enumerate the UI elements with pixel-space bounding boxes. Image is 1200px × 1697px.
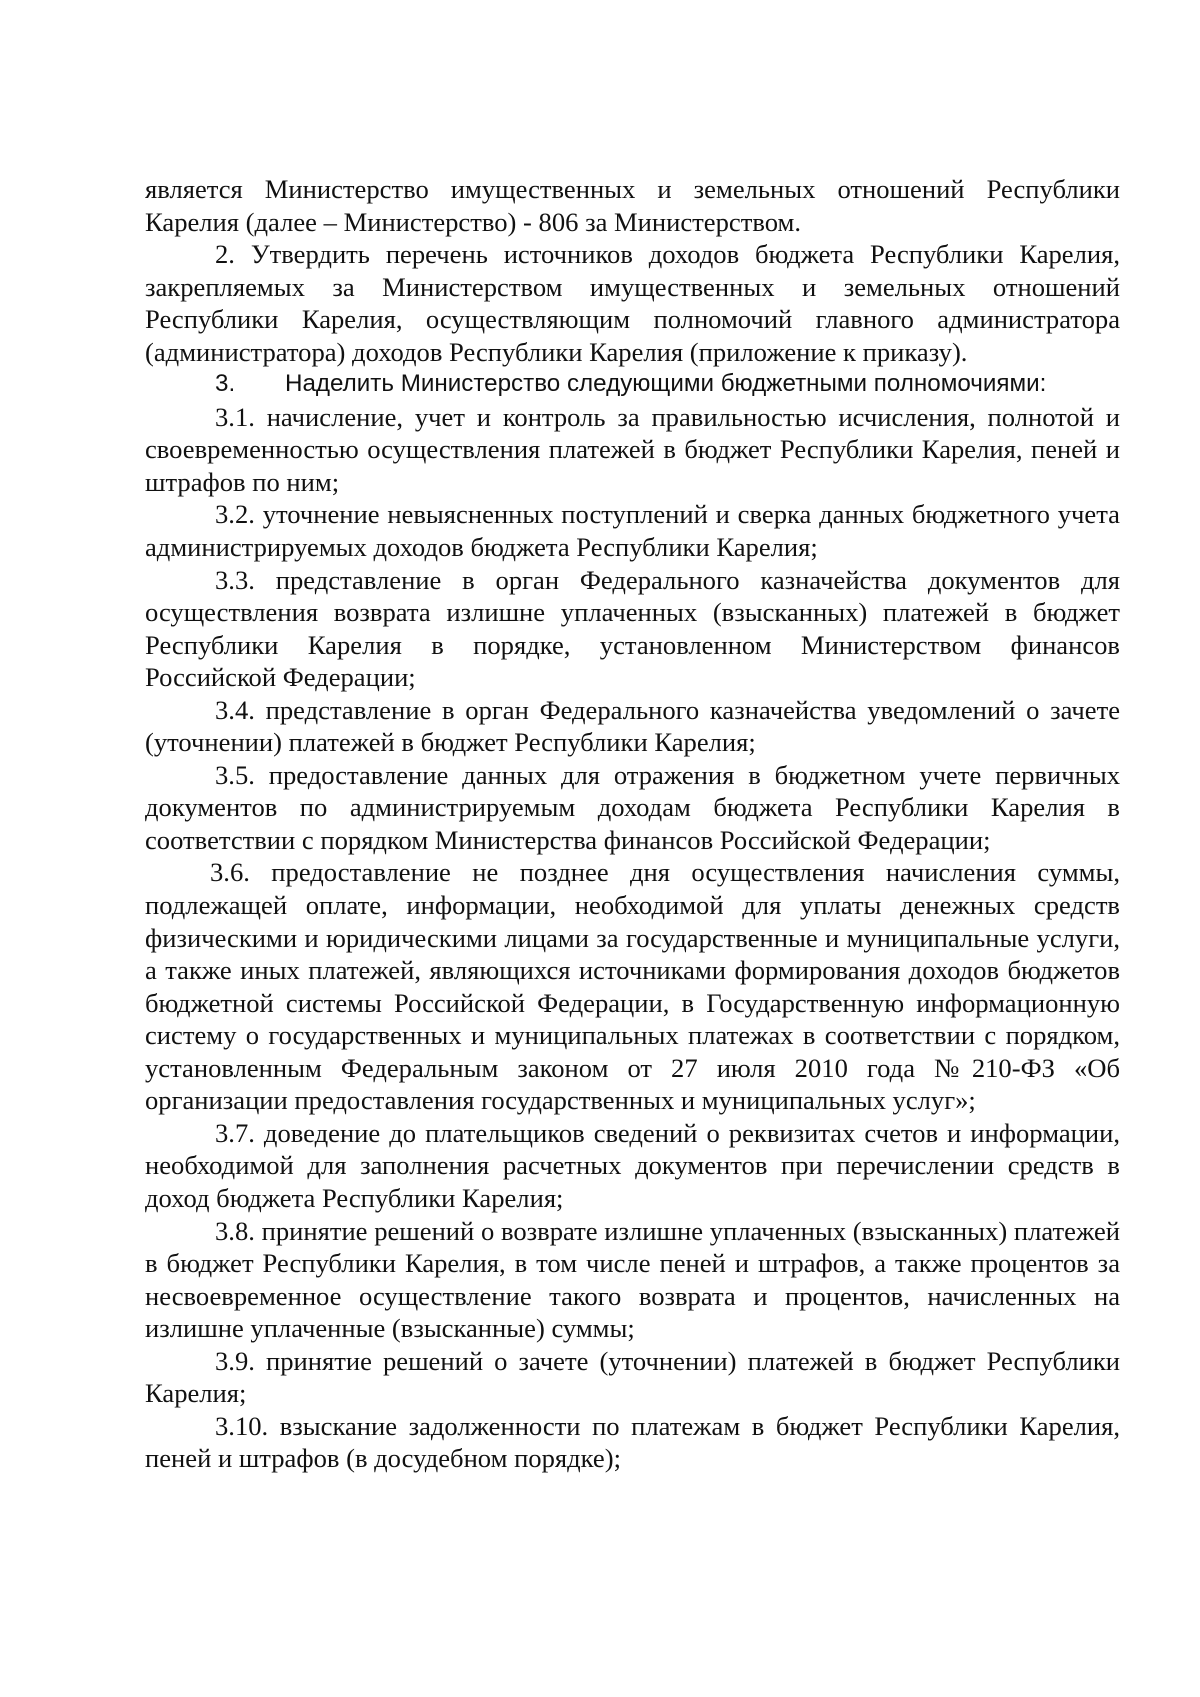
paragraph-3-1: 3.1. начисление, учет и контроль за правильностью исчисления, полнотой и своевременностью осуществления платежей в бюджет Республики Карелия, пеней и штрафов по ним; — [145, 401, 1120, 497]
paragraph-3-heading — [145, 368, 1120, 401]
paragraph-3-number: 3. — [215, 370, 236, 398]
paragraph-3-8: 3.8. принятие решений о возврате излишне уплаченных (взысканных) платежей в бюджет Республики Карелия, в том числе пеней и штрафов, а также процентов за несвоевременное осуществление такого возврата и процентов, начисленных на излишне уплаченные (взысканные) суммы; — [145, 1215, 1120, 1344]
paragraph-3-9: 3.9. принятие решений о зачете (уточнении) платежей в бюджет Республики Карелия; — [145, 1345, 1120, 1409]
paragraph-3-5: 3.5. предоставление данных для отражения в бюджетном учете первичных документов по администрируемым доходам бюджета Республики Карелия в соответствии с порядком Министерства финансов Российской Федерации; — [145, 759, 1120, 855]
paragraph-3-10: 3.10. взыскание задолженности по платежам в бюджет Республики Карелия, пеней и штрафов (в досудебном порядке); — [145, 1410, 1120, 1474]
document-page — [145, 173, 1120, 1475]
paragraph-2: 2. Утвердить перечень источников доходов бюджета Республики Карелия, закрепляемых за Министерством имущественных и земельных отношений Республики Карелия, осуществляющим полномочий главного администратора (администратора) доходов Республики Карелия (приложение к приказу). — [145, 239, 1120, 367]
paragraph-3-6: 3.6. предоставление не позднее дня осуществления начисления суммы, подлежащей оплате, информации, необходимой для уплаты денежных средств физическими и юридическими лицами за государственные и муниципальные услуги, а также иных платежей, являющихся источниками формирования доходов бюджетов бюджетной системы Российской Федерации, в Государственную информационную систему о государственных и муниципальных платежах в соответствии с порядком, установленным Федеральным законом от 27 июля 2010 года №210-ФЗ «Об организации предоставления государственных и муниципальных услуг»; — [145, 857, 1120, 1116]
paragraph-3-4: 3.4. представление в орган Федерального казначейства уведомлений о зачете (уточнении) платежей в бюджет Республики Карелия; — [145, 694, 1120, 758]
paragraph-continuation: является Министерство имущественных и земельных отношений Республики Карелия (далее – Министерство) - 806 за Министерством. — [145, 174, 1120, 237]
paragraph-3-text: Наделить Министерство следующими бюджетными полномочиями: — [285, 370, 1047, 398]
paragraph-3-2: 3.2. уточнение невыясненных поступлений и сверка данных бюджетного учета администрируемых доходов бюджета Республики Карелия; — [145, 499, 1120, 563]
paragraph-3-3: 3.3. представление в орган Федерального казначейства документов для осуществления возврата излишне уплаченных (взысканных) платежей в бюджет Республики Карелия в порядке, установленном Министерством финансов Российской Федерации; — [145, 564, 1120, 693]
paragraph-3-7: 3.7. доведение до плательщиков сведений о реквизитах счетов и информации, необходимой для заполнения расчетных документов при перечислении средств в доход бюджета Республики Карелия; — [145, 1117, 1120, 1213]
